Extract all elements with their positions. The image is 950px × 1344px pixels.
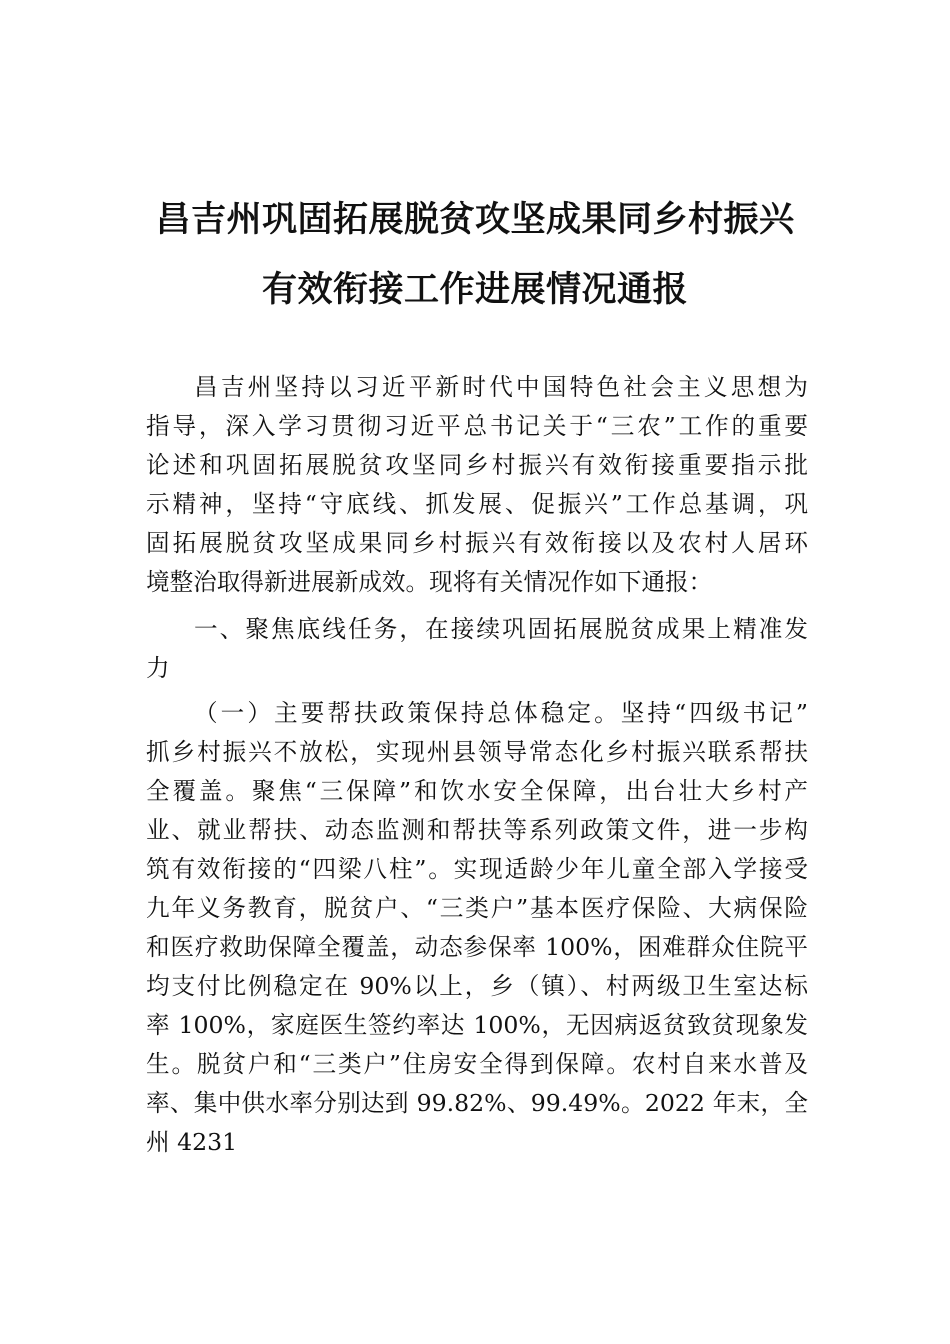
text-line: 抓乡村振兴不放松，实现州县领导常态化乡村振兴联系帮扶 (146, 738, 808, 766)
document-title (0, 190, 950, 320)
text-line: 均支付比例稳定在 90%以上，乡（镇）、村两级卫生室达标 (146, 972, 808, 1000)
text-line: 州 4231 (146, 1128, 238, 1156)
text-line: 固拓展脱贫攻坚成果同乡村振兴有效衔接以及农村人居环 (146, 529, 808, 557)
text-line: 率 100%，家庭医生签约率达 100%，无因病返贫致贫现象发 (146, 1011, 808, 1039)
text-line: 示精神，坚持“守底线、抓发展、促振兴”工作总基调，巩 (146, 490, 808, 518)
text-line: 昌吉州坚持以习近平新时代中国特色社会主义思想为 (194, 373, 808, 401)
title-line-2: 有效衔接工作进展情况通报 (261, 269, 688, 310)
text-line: 和医疗救助保障全覆盖，动态参保率 100%，困难群众住院平 (146, 933, 808, 961)
text-line: （一）主要帮扶政策保持总体稳定。坚持“四级书记” (194, 699, 808, 727)
paragraph-one (146, 694, 808, 1162)
text-line: 筑有效衔接的“四梁八柱”。实现适龄少年儿童全部入学接受 (146, 855, 808, 883)
section-heading (146, 610, 808, 688)
text-line: 九年义务教育，脱贫户、“三类户”基本医疗保险、大病保险 (146, 894, 808, 922)
text-line: 全覆盖。聚焦“三保障”和饮水安全保障，出台壮大乡村产 (146, 777, 808, 805)
text-line: 生。脱贫户和“三类户”住房安全得到保障。农村自来水普及 (146, 1050, 808, 1078)
text-line: 指导，深入学习贯彻习近平总书记关于“三农”工作的重要 (146, 412, 808, 440)
text-line: 率、集中供水率分别达到 99.82%、99.49%。2022 年末，全 (146, 1089, 808, 1117)
heading-line: 力 (146, 654, 170, 682)
heading-line: 一、聚焦底线任务，在接续巩固拓展脱贫成果上精准发 (194, 615, 808, 643)
intro-paragraph (146, 368, 808, 602)
text-line: 论述和巩固拓展脱贫攻坚同乡村振兴有效衔接重要指示批 (146, 451, 808, 479)
text-line: 境整治取得新进展新成效。现将有关情况作如下通报： (146, 568, 713, 596)
text-line: 业、就业帮扶、动态监测和帮扶等系列政策文件，进一步构 (146, 816, 808, 844)
document-body (146, 368, 808, 1162)
title-line-1: 昌吉州巩固拓展脱贫攻坚成果同乡村振兴 (155, 199, 795, 240)
